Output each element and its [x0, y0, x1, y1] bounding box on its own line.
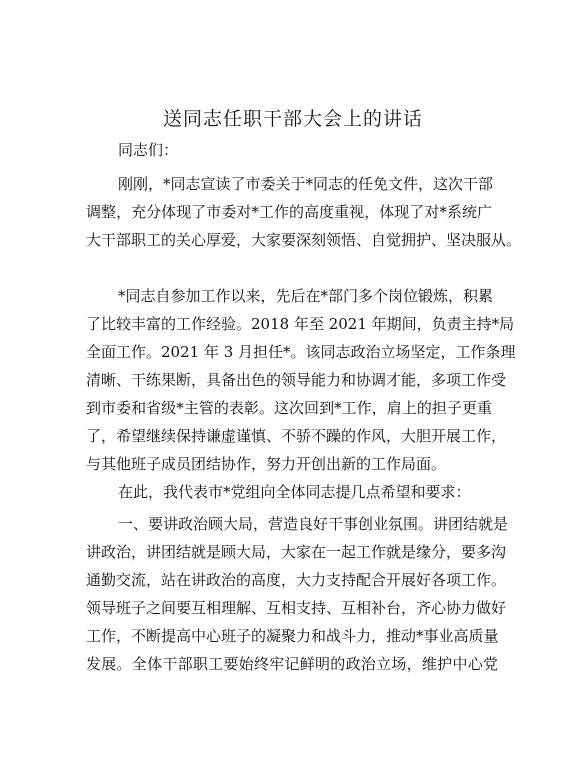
text-line: 大干部职工的关心厚爱，大家要深刻领悟、自觉拥护、坚决服从。: [86, 231, 522, 249]
text-line: 全面工作。2021 年 3 月担任*。该同志政治立场坚定，工作条理: [86, 343, 516, 361]
text-line: 清晰、干练果断，具备出色的领导能力和协调才能，多项工作受: [86, 371, 507, 389]
text-line: 了，希望继续保持谦虚谨慎、不骄不躁的作风，大胆开展工作，: [86, 427, 507, 445]
text-line: 了比较丰富的工作经验。2018 年至 2021 年期间，负责主持*局: [86, 315, 515, 333]
text-line: *同志自参加工作以来，先后在*部门多个岗位锻炼，积累: [118, 287, 494, 305]
text-line: 发展。全体干部职工要始终牢记鲜明的政治立场，维护中心党: [86, 655, 498, 673]
text-line: 领导班子之间要互相理解、互相支持、互相补台，齐心协力做好: [86, 599, 507, 617]
text-line: 与其他班子成员团结协作，努力开创出新的工作局面。: [86, 455, 447, 473]
text-line: 在此，我代表市*党组向全体同志提几点希望和要求：: [118, 483, 471, 501]
text-line: 工作，不断提高中心班子的凝聚力和战斗力，推动*事业高质量: [86, 627, 499, 645]
text-line: 刚刚，*同志宣读了市委关于*同志的任免文件，这次干部: [118, 175, 494, 193]
text-line: 通勤交流，站在讲政治的高度，大力支持配合开展好各项工作。: [86, 571, 507, 589]
salutation: 同志们：: [118, 141, 179, 159]
text-line: 一、要讲政治顾大局，营造良好干事创业氛围。讲团结就是: [118, 515, 509, 533]
text-line: 到市委和省级*主管的表彰。这次回到*工作，肩上的担子更重: [86, 399, 492, 417]
document-title: 送同志任职干部大会上的讲话: [162, 108, 423, 130]
text-line: 讲政治，讲团结就是顾大局，大家在一起工作就是缘分，要多沟: [86, 543, 507, 561]
text-line: 调整，充分体现了市委对*工作的高度重视，体现了对*系统广: [86, 203, 492, 221]
